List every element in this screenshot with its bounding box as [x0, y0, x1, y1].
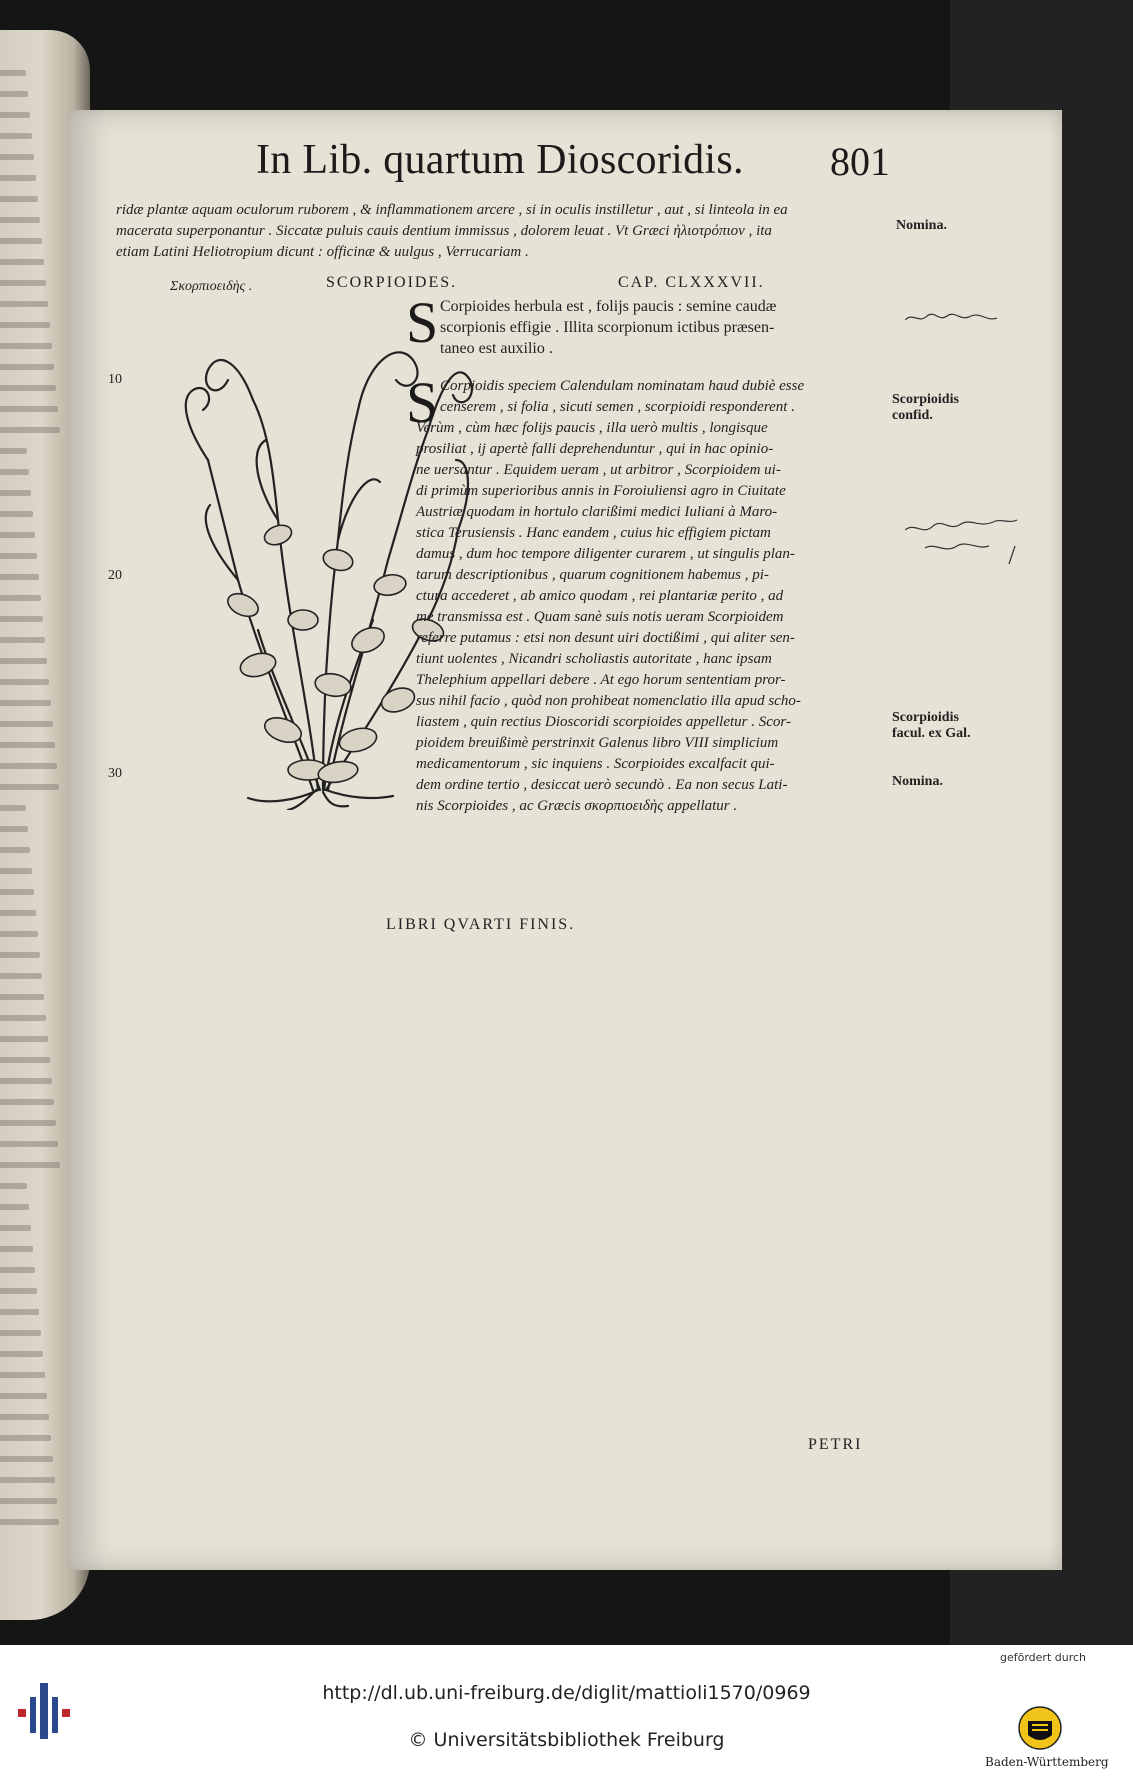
facing-page-text-line	[0, 994, 44, 1000]
facing-page-text-line	[0, 1519, 59, 1525]
facing-page-text-line	[0, 1036, 48, 1042]
margin-note-line: facul. ex Gal.	[892, 726, 971, 741]
facing-page-text-line	[0, 532, 35, 538]
paragraph-line: damus , dum hoc tempore diligenter curarem , ut singulis plan-	[416, 546, 795, 562]
facing-page-text-line	[0, 175, 36, 181]
paragraph-line: stica Terusiensis . Hanc eandem , cuius hic effigiem pictam	[416, 525, 771, 541]
line-number: 20	[108, 568, 122, 583]
drop-initial: S	[406, 290, 439, 355]
paragraph-line: Thelephium appellari debere . At ego horum sententiam pror-	[416, 672, 786, 688]
facing-page-text-line	[0, 112, 30, 118]
paragraph-line: Corpioidis speciem Calendulam nominatam haud dubiè esse	[440, 378, 805, 394]
facing-page-text-line	[0, 1498, 57, 1504]
paragraph-line: Corpioides herbula est , folijs paucis : semine caudæ	[440, 298, 777, 315]
facing-page-text-line	[0, 784, 59, 790]
facing-page-text-line	[0, 1435, 51, 1441]
paragraph-line: liastem , quin rectius Dioscoridi scorpioides appelletur . Scor-	[416, 714, 791, 730]
paragraph-line: ctura accederet , ab amico quodam , rei plantariæ perito , ad	[416, 588, 784, 604]
facing-page-text-line	[0, 280, 46, 286]
chapter-number: CAP. CLXXXVII.	[618, 274, 765, 291]
paragraph-line: medicamentorum , sic inquiens . Scorpioides excalfacit qui-	[416, 756, 775, 772]
facing-page-text-line	[0, 868, 32, 874]
paragraph-line: prosiliat , ij apertè falli deprehenduntur , qui in hac opinio-	[416, 441, 774, 457]
facing-page-text-line	[0, 637, 45, 643]
facing-page-text-line	[0, 490, 31, 496]
facing-page-text-line	[0, 385, 56, 391]
running-head: In Lib. quartum Dioscoridis.	[256, 137, 744, 183]
facing-page-text-line	[0, 574, 39, 580]
margin-note-line: Scorpioidis	[892, 392, 959, 407]
facing-page-text-line	[0, 763, 57, 769]
facing-page-text-line	[0, 973, 42, 979]
facing-page-text-line	[0, 931, 38, 937]
greek-heading: Σκορπιοειδὴς .	[170, 279, 253, 294]
facing-page-text-line	[0, 1288, 37, 1294]
facing-page-text-line	[0, 658, 47, 664]
paragraph-line: censerem , si folia , sicuti semen , scorpioidi responderent .	[440, 399, 795, 415]
facing-page-text-line	[0, 301, 48, 307]
paragraph-line: pioidem breuißimè perstrinxit Galenus libro VIII simplicium	[416, 735, 779, 751]
copyright-notice: © Universitätsbibliothek Freiburg	[408, 1729, 725, 1751]
facing-page-text-line	[0, 91, 28, 97]
intro-line: ridæ plantæ aquam oculorum ruborem , & inflammationem arcere , si in oculis instilletur , aut , si linteola in ea	[116, 202, 788, 218]
paragraph-line: dem ordine tertio , desiccat uerò secundò . Ea non secus Lati-	[416, 777, 788, 793]
paragraph-line: sus nihil facio , quòd non prohibeat nomenclatio illa apud scho-	[416, 693, 801, 709]
facing-page-text-line	[0, 616, 43, 622]
facing-page-text-line	[0, 700, 51, 706]
facing-page-text-line	[0, 1309, 39, 1315]
intro-line: macerata superponantur . Siccatæ puluis cauis dentium immissus , dolorem leuat . Vt Græci ἡλιοτρόπιον , ita	[116, 223, 772, 239]
baden-wuerttemberg-crest-icon	[1018, 1705, 1062, 1751]
facing-page-text-line	[0, 448, 27, 454]
facing-page-text-line	[0, 1372, 45, 1378]
line-number: 30	[108, 766, 122, 781]
facing-page-text-line	[0, 1015, 46, 1021]
paragraph-line: di primùm superioribus annis in Foroiuliensi agro in Ciuitate	[416, 483, 786, 499]
margin-note: Nomina.	[892, 774, 943, 789]
section-heading: SCORPIOIDES.	[326, 274, 458, 291]
facing-page-text-line	[0, 847, 30, 853]
facing-page-text-line	[0, 1393, 47, 1399]
facing-page-text-line	[0, 133, 32, 139]
sponsor-name: Baden-Württemberg	[985, 1755, 1109, 1769]
facing-page-text-line	[0, 238, 42, 244]
facing-page-text-line	[0, 1120, 56, 1126]
paragraph-line: me transmissa est . Quam sanè suis notis ueram Scorpioidem	[416, 609, 784, 625]
facing-page-text-line	[0, 889, 34, 895]
facing-page-text-line	[0, 1162, 60, 1168]
paragraph-line: ne uersantur . Equidem ueram , ut arbitror , Scorpioidem ui-	[416, 462, 781, 478]
facing-page-text-line	[0, 70, 26, 76]
facing-page-text-line	[0, 1414, 49, 1420]
facing-page-text-line	[0, 742, 55, 748]
facing-page-text-line	[0, 322, 50, 328]
folio-number: 801	[830, 139, 890, 184]
facing-page-text-line	[0, 1141, 58, 1147]
facing-page-text-line	[0, 910, 36, 916]
facing-page-text-line	[0, 154, 34, 160]
facing-page-text-line	[0, 1057, 50, 1063]
facing-page-text-line	[0, 1246, 33, 1252]
facing-page-text-line	[0, 1078, 52, 1084]
facing-page-text-line	[0, 595, 41, 601]
facing-page-text-line	[0, 1456, 53, 1462]
facing-page-text-line	[0, 952, 40, 958]
paragraph-line: referre putamus : etsi non desunt uiri doctißimi , qui aliter sen-	[416, 630, 795, 646]
facing-page-text-line	[0, 469, 29, 475]
paragraph-line: tarum descriptionibus , quarum cognitionem habemus , pi-	[416, 567, 769, 583]
facing-page-text-line	[0, 721, 53, 727]
sponsor-label: gefördert durch	[1000, 1651, 1087, 1664]
margin-note	[892, 392, 959, 424]
margin-note-line: confid.	[892, 408, 933, 423]
facing-page-text-line	[0, 1330, 41, 1336]
paragraph-line: nis Scorpioides , ac Græcis σκορπιοειδὴς appellatur .	[416, 798, 738, 814]
paragraph-line: scorpionis effigie . Illita scorpionum ictibus præsen-	[440, 319, 775, 336]
paragraph-line: tiunt uolentes , Nicandri scholiastis autoritate , hanc ipsam	[416, 651, 772, 667]
facing-page-text-line	[0, 1267, 35, 1273]
facing-page-text-line	[0, 1183, 27, 1189]
facing-page-text-line	[0, 826, 28, 832]
viewer-footer	[0, 1645, 1133, 1780]
facing-page-text-line	[0, 343, 52, 349]
facing-page-text-line	[0, 217, 40, 223]
facing-page-text-line	[0, 364, 54, 370]
catchword: PETRI	[808, 1436, 863, 1453]
paragraph-line: taneo est auxilio .	[440, 340, 553, 357]
facing-page-text-line	[0, 1477, 55, 1483]
facing-page-text-line	[0, 196, 38, 202]
margin-note-line: Scorpioidis	[892, 710, 959, 725]
facing-page-text-line	[0, 406, 58, 412]
facing-page-text-line	[0, 1204, 29, 1210]
handwritten-annotations	[905, 310, 1035, 670]
line-number: 10	[108, 372, 122, 387]
facing-page-text-line	[0, 511, 33, 517]
facing-page-text-line	[0, 427, 60, 433]
facing-page-text-line	[0, 553, 37, 559]
facing-page-text-line	[0, 259, 44, 265]
intro-line: etiam Latini Heliotropium dicunt : officinæ & uulgus , Verrucariam .	[116, 244, 529, 260]
facing-page-text-line	[0, 679, 49, 685]
paragraph-line: Austriæ quodam in hortulo clarißimi medici Iuliani à Maro-	[416, 504, 778, 520]
margin-note	[892, 710, 971, 742]
drop-initial: S	[406, 370, 439, 435]
paragraph-line: Verùm , cùm hæc folijs paucis , illa uerò multis , longisque	[416, 420, 768, 436]
book-page	[70, 110, 1062, 1570]
facing-page-text-line	[0, 1225, 31, 1231]
facing-page-text-line	[0, 1099, 54, 1105]
document-url[interactable]: http://dl.ub.uni-freiburg.de/diglit/mattioli1570/0969	[322, 1682, 811, 1704]
facing-page-text-line	[0, 805, 26, 811]
facing-page-text-line	[0, 1351, 43, 1357]
margin-note: Nomina.	[896, 218, 947, 233]
book-end-text: LIBRI QVARTI FINIS.	[386, 916, 576, 933]
